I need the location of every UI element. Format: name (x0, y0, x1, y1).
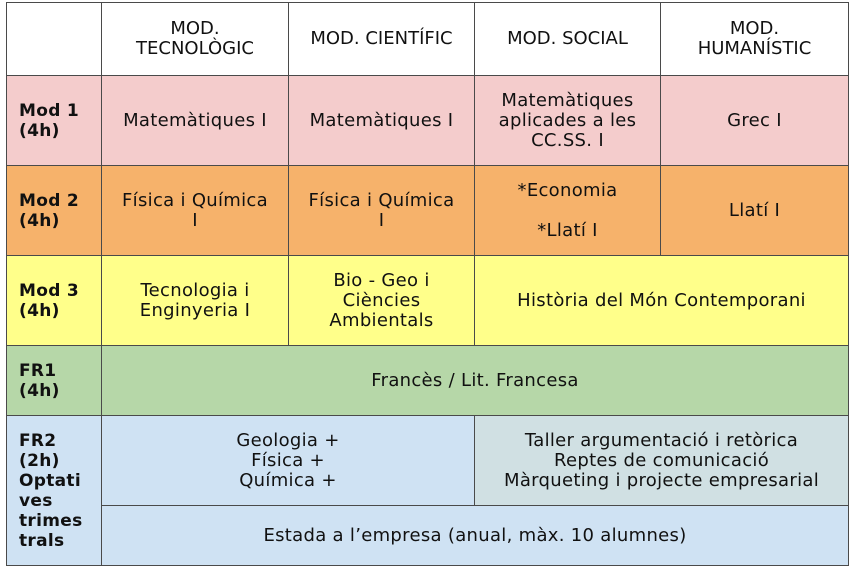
cell-mod3-cientific-line1: Bio - Geo i (333, 269, 430, 291)
row-fr2-top (7, 416, 849, 506)
col-header-tecnologic-line2: TECNOLÒGIC (136, 38, 254, 59)
cell-fr2-quimica: Química + (239, 469, 337, 491)
col-header-humanistic-line2: HUMANÍSTIC (697, 38, 812, 59)
cell-mod2-cientific-line1: Física i Química (308, 189, 455, 211)
row-label-fr2-line6: trals (19, 530, 65, 551)
row-mod2 (7, 166, 849, 256)
col-header-social: MOD. SOCIAL (475, 3, 661, 76)
cell-mod2-social (475, 166, 661, 256)
cell-mod3-tecnologic (102, 256, 289, 346)
cell-fr2-reptes: Reptes de comunicació (553, 449, 770, 471)
cell-fr2-estada: Estada a l’empresa (anual, màx. 10 alumnes) (102, 506, 849, 566)
cell-mod3-tecnologic-line2: Enginyeria I (139, 299, 251, 321)
row-label-fr2-line4: ves (19, 490, 53, 511)
cell-fr2-taller: Taller argumentació i retòrica (524, 429, 799, 451)
corner-cell (7, 3, 102, 76)
col-header-tecnologic (102, 3, 289, 76)
header-row (7, 3, 849, 76)
row-label-mod3 (7, 256, 102, 346)
cell-mod1-cientific: Matemàtiques I (289, 76, 475, 166)
col-header-tecnologic-line1: MOD. (170, 18, 220, 39)
cell-mod1-social-line2: aplicades a les (498, 109, 637, 131)
row-mod1 (7, 76, 849, 166)
row-label-fr1 (7, 346, 102, 416)
row-label-fr2-hours: (2h) (19, 450, 60, 471)
row-label-mod2 (7, 166, 102, 256)
cell-fr2-marqueting: Màrqueting i projecte empresarial (503, 469, 819, 491)
cell-mod1-social-line3: CC.SS. I (531, 129, 604, 151)
cell-mod2-tecnologic-line1: Física i Química (122, 189, 268, 211)
cell-fr2-geologia: Geologia + (236, 429, 340, 451)
col-header-humanistic-line1: MOD. (729, 18, 780, 39)
cell-mod1-tecnologic: Matemàtiques I (102, 76, 289, 166)
cell-fr2-sciences (102, 416, 475, 506)
row-mod3 (7, 256, 849, 346)
cell-mod2-cientific-line2: I (378, 209, 385, 231)
cell-fr2-fisica: Física + (251, 449, 325, 471)
cell-mod3-cientific-line3: Ambientals (329, 309, 434, 331)
cell-mod3-cientific (289, 256, 475, 346)
row-label-fr1-hours: (4h) (19, 380, 60, 401)
row-fr2-bottom (7, 506, 849, 566)
row-label-mod2-hours: (4h) (19, 210, 60, 231)
cell-mod2-social-llati: *Llatí I (537, 219, 598, 241)
modalities-table (6, 2, 849, 566)
cell-mod2-tecnologic-line2: I (192, 209, 198, 231)
cell-fr2-humanities (475, 416, 849, 506)
row-label-mod1-name: Mod 1 (19, 100, 80, 121)
row-label-mod2-name: Mod 2 (19, 190, 80, 211)
col-header-humanistic (661, 3, 849, 76)
row-label-mod1 (7, 76, 102, 166)
cell-mod3-social-humanistic: Història del Món Contemporani (475, 256, 849, 346)
cell-mod1-social (475, 76, 661, 166)
row-label-mod1-hours: (4h) (19, 120, 60, 141)
cell-mod2-tecnologic (102, 166, 289, 256)
row-label-fr2 (7, 416, 102, 566)
cell-mod3-cientific-line2: Ciències (342, 289, 421, 311)
row-label-fr1-name: FR1 (19, 360, 57, 381)
col-header-cientific: MOD. CIENTÍFIC (289, 3, 475, 76)
cell-mod2-humanistic: Llatí I (661, 166, 849, 256)
row-label-fr2-name: FR2 (19, 430, 57, 451)
row-label-mod3-hours: (4h) (19, 300, 60, 321)
row-label-fr2-line3: Optati (19, 470, 81, 491)
cell-mod3-tecnologic-line1: Tecnologia i (140, 279, 250, 301)
row-fr1 (7, 346, 849, 416)
cell-mod2-social-economia: *Economia (517, 179, 618, 201)
cell-mod2-cientific (289, 166, 475, 256)
cell-mod2-social-spacer (479, 201, 656, 221)
row-label-mod3-name: Mod 3 (19, 280, 80, 301)
cell-mod1-social-line1: Matemàtiques (501, 89, 634, 111)
cell-mod1-humanistic: Grec I (661, 76, 849, 166)
row-label-fr2-line5: trimes (19, 510, 83, 531)
cell-fr1-all: Francès / Lit. Francesa (102, 346, 849, 416)
